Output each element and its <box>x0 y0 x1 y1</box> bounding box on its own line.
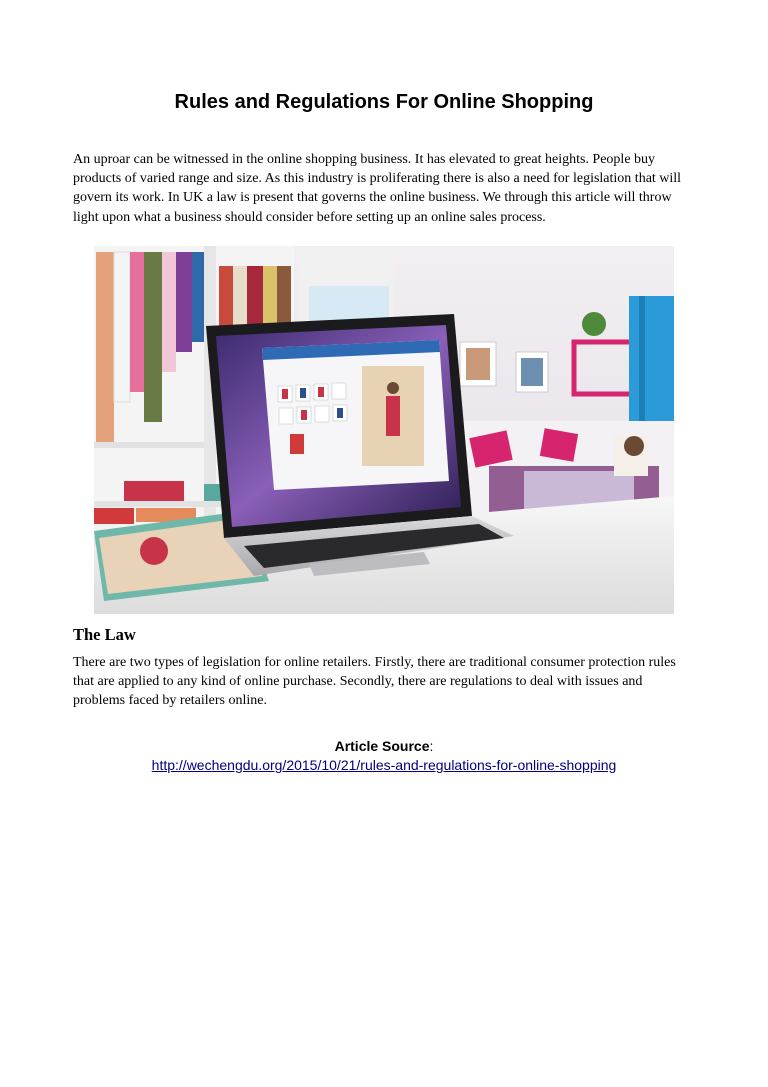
section-heading-the-law: The Law <box>73 625 136 644</box>
source-label-text: Article Source <box>334 738 430 754</box>
page-title: Rules and Regulations For Online Shopping <box>174 91 594 113</box>
source-label-colon: : <box>429 738 434 754</box>
article-source-link-row <box>0 756 768 775</box>
article-source-link[interactable]: http://wechengdu.org/2015/10/21/rules-and-regulations-for-online-shopping <box>151 757 617 773</box>
intro-paragraph: An uproar can be witnessed in the online shopping business. It has elevated to great heights. People buy products of varied range and size. As this industry is proliferating there is also a need for legislation that will govern its work. In UK a law is present that governs the online business. We through this article will throw light upon what a business should consider before setting up an online sales process. <box>73 152 682 225</box>
law-paragraph: There are two types of legislation for online retailers. Firstly, there are traditional consumer protection rules that are applied to any kind of online purchase. Secondly, there are regulations to deal with issues and problems faced by retailers online. <box>73 655 676 709</box>
laptop-bedroom-illustration <box>94 246 674 614</box>
article-source-label <box>0 737 768 756</box>
article-image <box>94 246 674 614</box>
